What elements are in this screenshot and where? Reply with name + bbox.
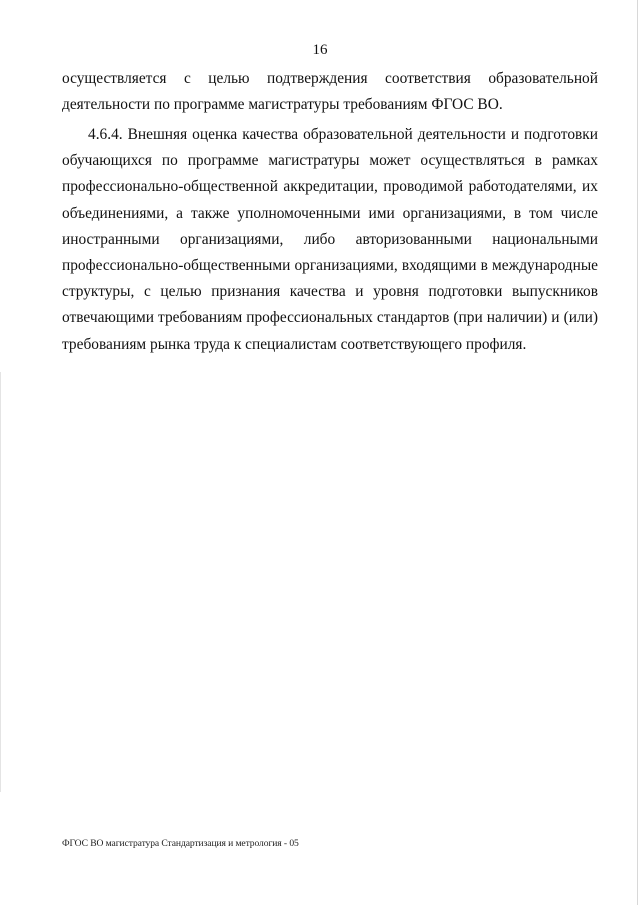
page-footer: ФГОС ВО магистратура Стандартизация и метрология - 05	[62, 838, 299, 849]
text-line: профессионально-общественной аккредитации, проводимой работодателями, их	[62, 178, 598, 196]
text-line: обучающихся по программе магистратуры может осуществляться в рамках	[62, 152, 598, 170]
text-line: 4.6.4. Внешняя оценка качества образовательной деятельности и подготовки	[88, 126, 598, 143]
text-line: иностранными организациями, либо авторизованными национальными	[62, 230, 598, 248]
page-edge-line	[637, 0, 638, 905]
text-line: осуществляется с целью подтверждения соответствия образовательной	[62, 70, 598, 87]
text-line: объединениями, а также уполномоченными ими организациями, в том числе	[62, 204, 598, 222]
paragraph-4-6-4	[62, 122, 598, 358]
text-line: требованиям рынка труда к специалистам соответствующего профиля.	[62, 335, 527, 353]
text-line: профессионально-общественными организациями, входящими в международные	[62, 257, 598, 275]
scan-edge-mark	[0, 372, 1, 792]
page-number: 16	[312, 42, 328, 58]
text-line: структуры, с целью признания качества и уровня подготовки выпускников	[62, 283, 598, 301]
text-line: отвечающими требованиям профессиональных стандартов (при наличии) и (или)	[62, 309, 598, 327]
continuation-paragraph	[62, 66, 598, 118]
text-line: деятельности по программе магистратуры требованиям ФГОС ВО.	[62, 96, 503, 114]
